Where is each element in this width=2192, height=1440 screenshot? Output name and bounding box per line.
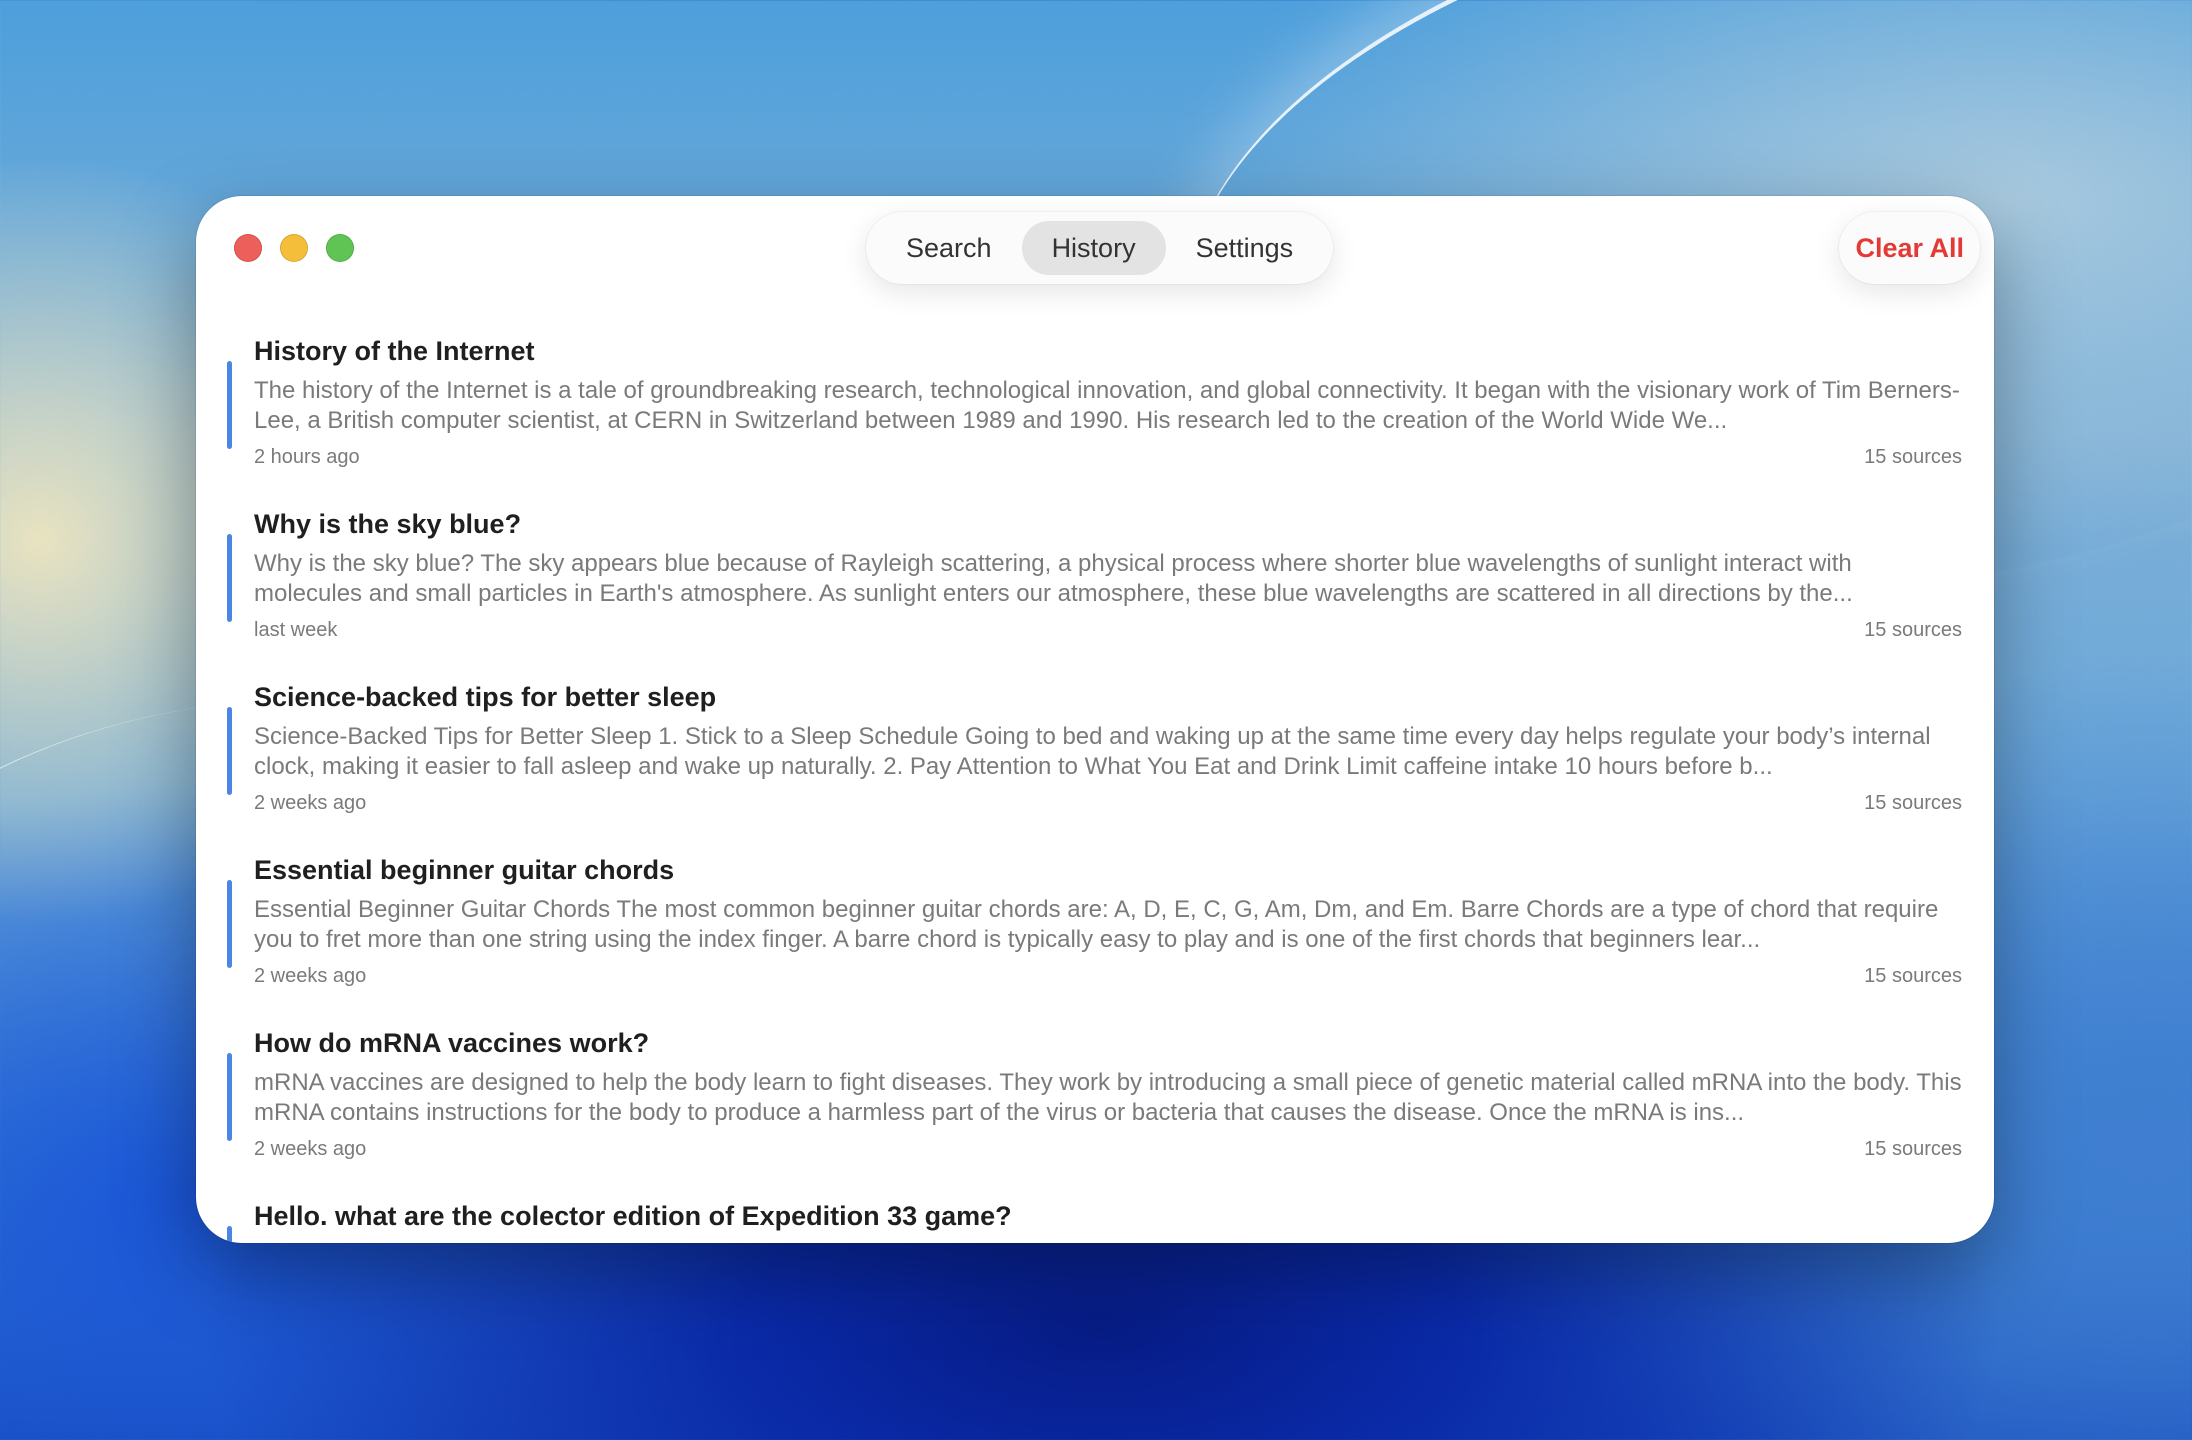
history-item-title: History of the Internet [254,336,535,366]
history-item-excerpt: The history of the Internet is a tale of groundbreaking research, technological innovation, and global connectivity. It began with the visionary work of Tim Berners-Lee, a British computer scientist, at CERN in Switzerland between 1989 and 1990. His research led to the creation of the World Wide We... [254,377,1960,434]
history-item-sources: 15 sources [1864,792,1962,814]
history-list [196,334,1994,1243]
history-item-excerpt: mRNA vaccines are designed to help the body learn to fight diseases. They work by introducing a small piece of genetic material called mRNA into the body. This mRNA contains instructions for the body to produce a harmless part of the virus or bacteria that causes the disease. Once the mRNA is ins... [254,1069,1962,1126]
window-controls [234,234,354,262]
history-item-time: last week [254,619,338,641]
history-item-sources: 15 sources [1864,1138,1962,1160]
accent-bar [227,534,232,622]
history-item-excerpt: Why is the sky blue? The sky appears blue because of Rayleigh scattering, a physical process where shorter blue wavelengths of sunlight interact with molecules and small particles in Earth's atmosphere. As sunlight enters our atmosphere, these blue wavelengths are scattered in all directions by the... [254,550,1853,607]
app-window [196,196,1994,1243]
accent-bar [227,1226,232,1243]
history-item-sources: 15 sources [1864,619,1962,641]
history-item[interactable] [196,507,1994,680]
history-item-title: How do mRNA vaccines work? [254,1028,650,1058]
minimize-window-button[interactable] [280,234,308,262]
tab-search[interactable]: Search [906,232,992,263]
history-item-sources: 15 sources [1864,965,1962,987]
history-item-meta [254,790,1962,816]
zoom-window-button[interactable] [326,234,354,262]
history-item[interactable] [196,680,1994,853]
history-item-time: 2 hours ago [254,446,360,468]
history-item-title: Essential beginner guitar chords [254,855,675,885]
history-item-title: Why is the sky blue? [254,509,522,539]
history-item[interactable] [196,334,1994,507]
clear-all-button[interactable]: Clear All [1839,212,1980,284]
accent-bar [227,361,232,449]
history-item-excerpt: Essential Beginner Guitar Chords The most common beginner guitar chords are: A, D, E, C, G, Am, Dm, and Em. Barre Chords are a type of chord that require you to fret more than one string using the index finger. A barre chord is typically easy to play and is one of the first chords that beginners lear... [254,896,1939,953]
tab-history[interactable]: History [1022,221,1166,275]
history-item-excerpt [254,1241,1962,1243]
history-item-time: 2 weeks ago [254,792,367,814]
history-item-title: Hello. what are the colector edition of Expedition 33 game? [254,1201,1012,1231]
history-item[interactable] [196,1199,1994,1243]
history-item-time: 2 weeks ago [254,965,367,987]
history-item-title: Science-backed tips for better sleep [254,682,717,712]
history-item-meta [254,444,1962,470]
history-item-time: 2 weeks ago [254,1138,367,1160]
accent-bar [227,707,232,795]
accent-bar [227,1053,232,1141]
history-item[interactable] [196,853,1994,1026]
tab-settings[interactable]: Settings [1195,232,1294,263]
history-item-meta [254,617,1962,643]
history-item[interactable] [196,1026,1994,1199]
history-item-sources: 15 sources [1864,446,1962,468]
history-item-meta [254,1136,1962,1162]
close-window-button[interactable] [234,234,262,262]
history-item-excerpt: Science-Backed Tips for Better Sleep 1. Stick to a Sleep Schedule Going to bed and waking up at the same time every day helps regulate your body’s internal clock, making it easier to fall asleep and wake up naturally. 2. Pay Attention to What You Eat and Drink Limit caffeine intake 10 hours before b... [254,723,1931,780]
accent-bar [227,880,232,968]
history-item-meta [254,963,1962,989]
view-switcher [866,212,1333,284]
